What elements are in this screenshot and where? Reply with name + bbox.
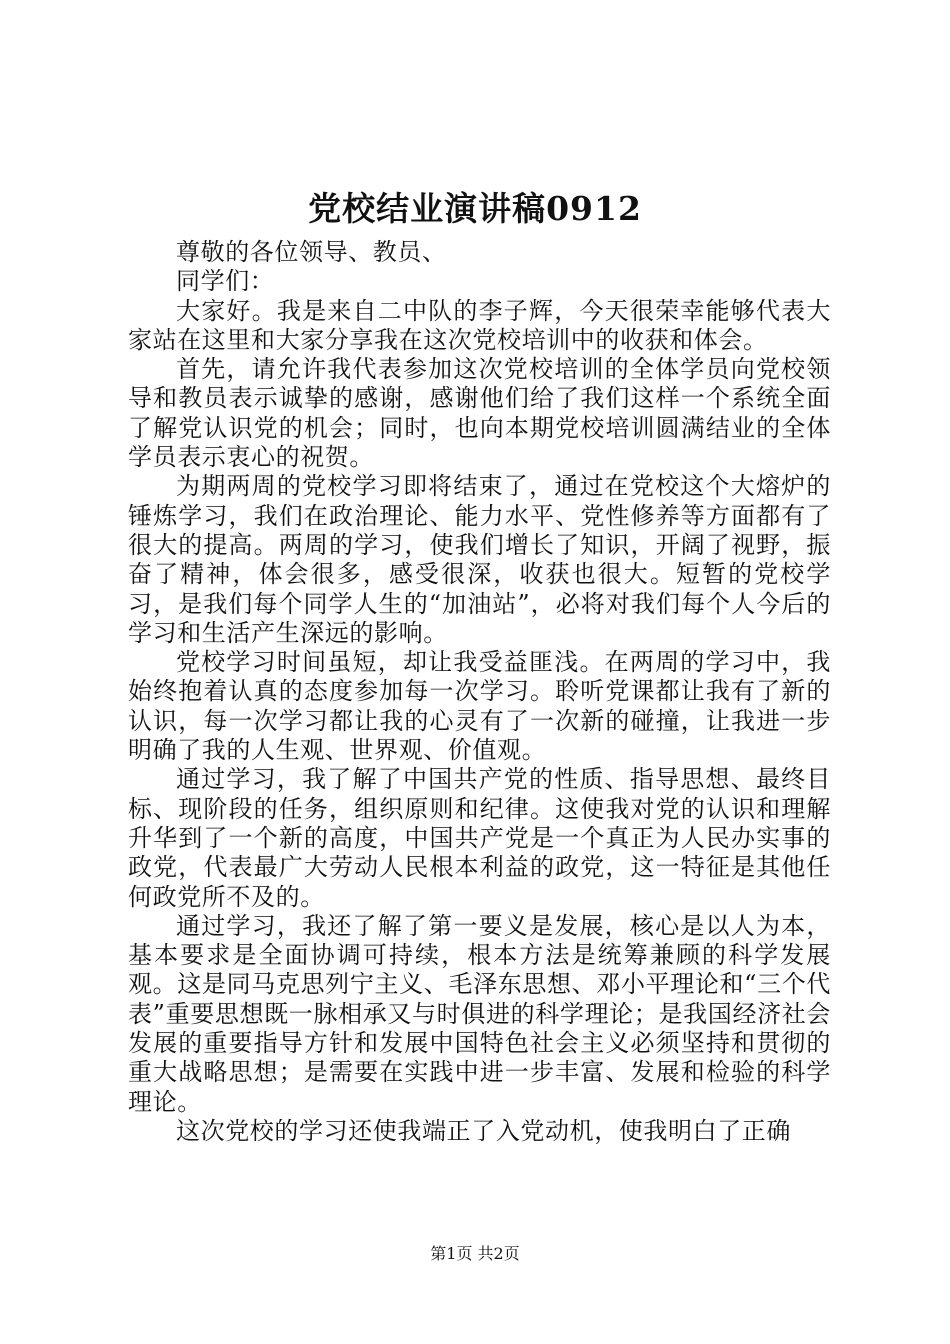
body-paragraph: 通过学习，我了解了中国共产党的性质、指导思想、最终目标、现阶段的任务，组织原则和纪律。这使我对党的认识和理解升华到了一个新的高度，中国共产党是一个真正为人民办实事的政党，代表最广大劳动人民根本利益的政党，这一特征是其他任何政党所不及的。: [128, 765, 831, 911]
greeting-line: 尊敬的各位领导、教员、: [176, 238, 447, 266]
body-paragraph: 为期两周的党校学习即将结束了，通过在党校这个大熔炉的锤炼学习，我们在政治理论、能力水平、党性修养等方面都有了很大的提高。两周的学习，使我们增长了知识，开阔了视野，振奋了精神，体会很多，感受很深，收获也很大。短暂的党校学习，是我们每个同学人生的“加油站”，必将对我们每个人今后的学习和生活产生深远的影响。: [128, 472, 831, 647]
greeting-line: 同学们：: [176, 267, 275, 296]
body-paragraph: 通过学习，我还了解了第一要义是发展，核心是以人为本，基本要求是全面协调可持续，根本方法是统筹兼顾的科学发展观。这是同马克思列宁主义、毛泽东思想、邓小平理论和“三个代表”重要思想既一脉相承又与时俱进的科学理论；是我国经济社会发展的重要指导方针和发展中国特色社会主义必须坚持和贯彻的重大战略思想；是需要在实践中进一步丰富、发展和检验的科学理论。: [128, 911, 831, 1116]
page-total: 共2页: [477, 1244, 520, 1263]
body-paragraph: 这次党校的学习还使我端正了入党动机，使我明白了正确: [176, 1116, 791, 1145]
page-number: 第1页: [430, 1244, 473, 1263]
page-footer: [0, 1244, 950, 1264]
body-paragraph: 大家好。我是来自二中队的李子辉，今天很荣幸能够代表大家站在这里和大家分享我在这次党校培训中的收获和体会。: [128, 296, 831, 354]
document-body: [128, 238, 831, 1146]
body-paragraph: 首先，请允许我代表参加这次党校培训的全体学员向党校领导和教员表示诚挚的感谢，感谢他们给了我们这样一个系统全面了解党认识党的机会；同时，也向本期党校培训圆满结业的全体学员表示衷心的祝贺。: [128, 355, 831, 472]
document-title: 党校结业演讲稿0912: [308, 189, 642, 228]
body-paragraph: 党校学习时间虽短，却让我受益匪浅。在两周的学习中，我始终抱着认真的态度参加每一次学习。聆听党课都让我有了新的认识，每一次学习都让我的心灵有了一次新的碰撞，让我进一步明确了我的人生观、世界观、价值观。: [128, 648, 831, 765]
